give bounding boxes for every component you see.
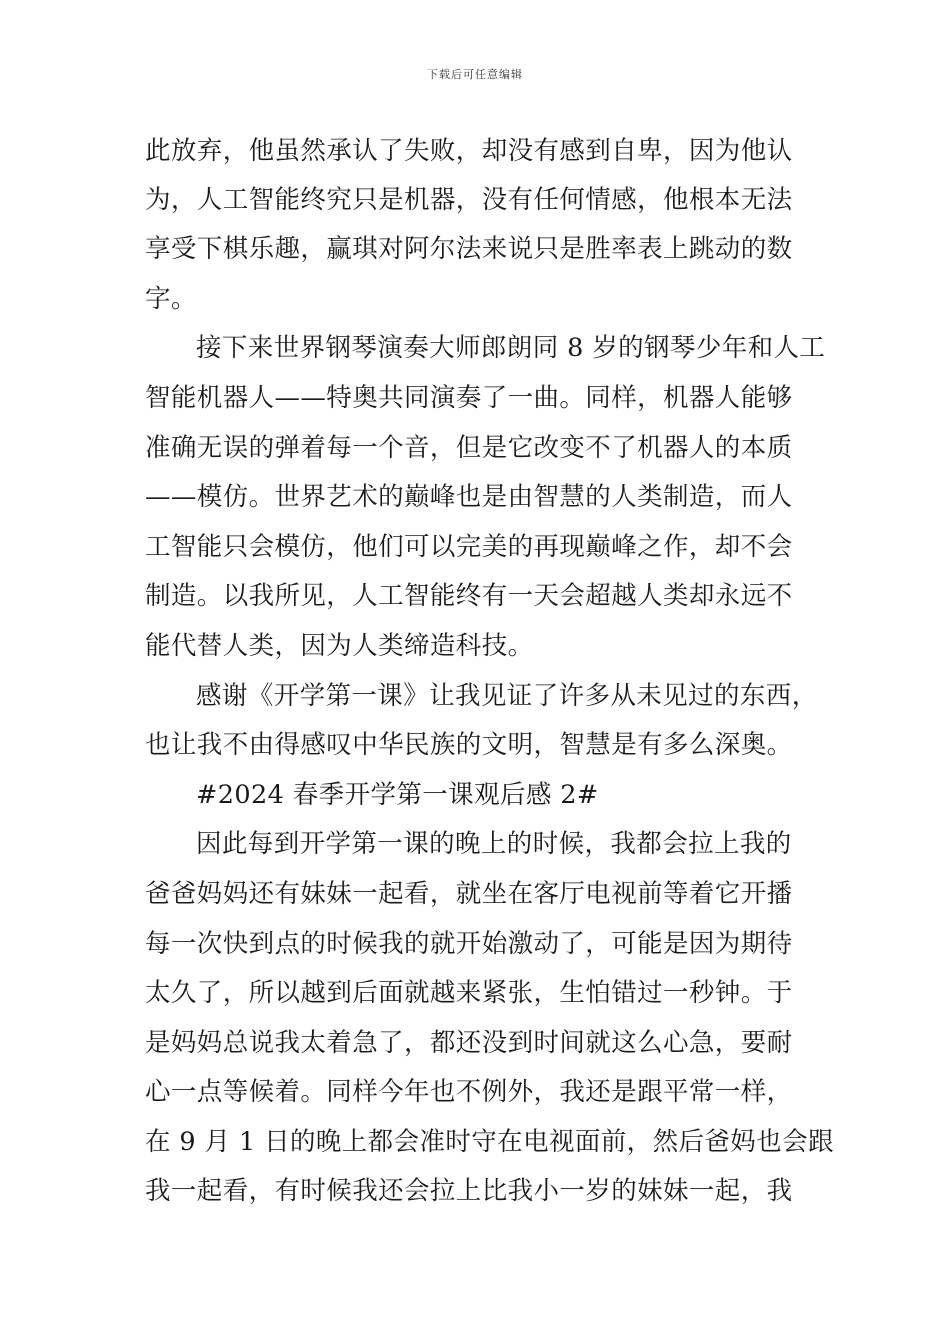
text-line: 是妈妈总说我太着急了，都还没到时间就这么心急，要耐 <box>145 1028 793 1058</box>
text-line: 在 9 月 1 日的晚上都会准时守在电视面前，然后爸妈也会跟 <box>145 1127 834 1157</box>
text-line: 制造。以我所见，人工智能终有一天会超越人类却永远不 <box>145 581 793 611</box>
text-line: 为，人工智能终究只是机器，没有任何情感，他根本无法 <box>145 185 793 215</box>
text-line: 工智能只会模仿，他们可以完美的再现巅峰之作，却不会 <box>145 532 793 562</box>
text-line: 准确无误的弹着每一个音，但是它改变不了机器人的本质 <box>145 433 793 463</box>
text-line: 爸爸妈妈还有妹妹一起看，就坐在客厅电视前等着它开播 <box>145 879 793 909</box>
text-line: 也让我不由得感叹中华民族的文明，智慧是有多么深奥。 <box>145 730 793 760</box>
section-heading: #2024 春季开学第一课观后感 2# <box>196 780 599 810</box>
paragraph-first-line: 因此每到开学第一课的晚上的时候，我都会拉上我的 <box>196 829 792 859</box>
text-line: 心一点等候着。同样今年也不例外，我还是跟平常一样， <box>145 1077 793 1107</box>
text-line: 我一起看，有时候我还会拉上比我小一岁的妹妹一起，我 <box>145 1176 793 1206</box>
text-line: 智能机器人——特奥共同演奏了一曲。同样，机器人能够 <box>145 383 793 413</box>
text-line: 能代替人类，因为人类缔造科技。 <box>145 631 534 661</box>
text-line: 享受下棋乐趣，赢琪对阿尔法来说只是胜率表上跳动的数 <box>145 234 793 264</box>
text-line: 每一次快到点的时候我的就开始激动了，可能是因为期待 <box>145 929 793 959</box>
text-line: ——模仿。世界艺术的巅峰也是由智慧的人类制造，而人 <box>145 482 793 512</box>
paragraph-first-line: 感谢《开学第一课》让我见证了许多从未见过的东西， <box>196 681 818 711</box>
text-line: 此放弃，他虽然承认了失败，却没有感到自卑，因为他认 <box>145 136 793 166</box>
text-line: 字。 <box>145 284 197 314</box>
text-line: 太久了，所以越到后面就越来紧张，生怕错过一秒钟。于 <box>145 978 793 1008</box>
paragraph-first-line: 接下来世界钢琴演奏大师郎朗同 8 岁的钢琴少年和人工 <box>196 333 826 363</box>
page-header-note: 下载后可任意编辑 <box>427 68 523 81</box>
